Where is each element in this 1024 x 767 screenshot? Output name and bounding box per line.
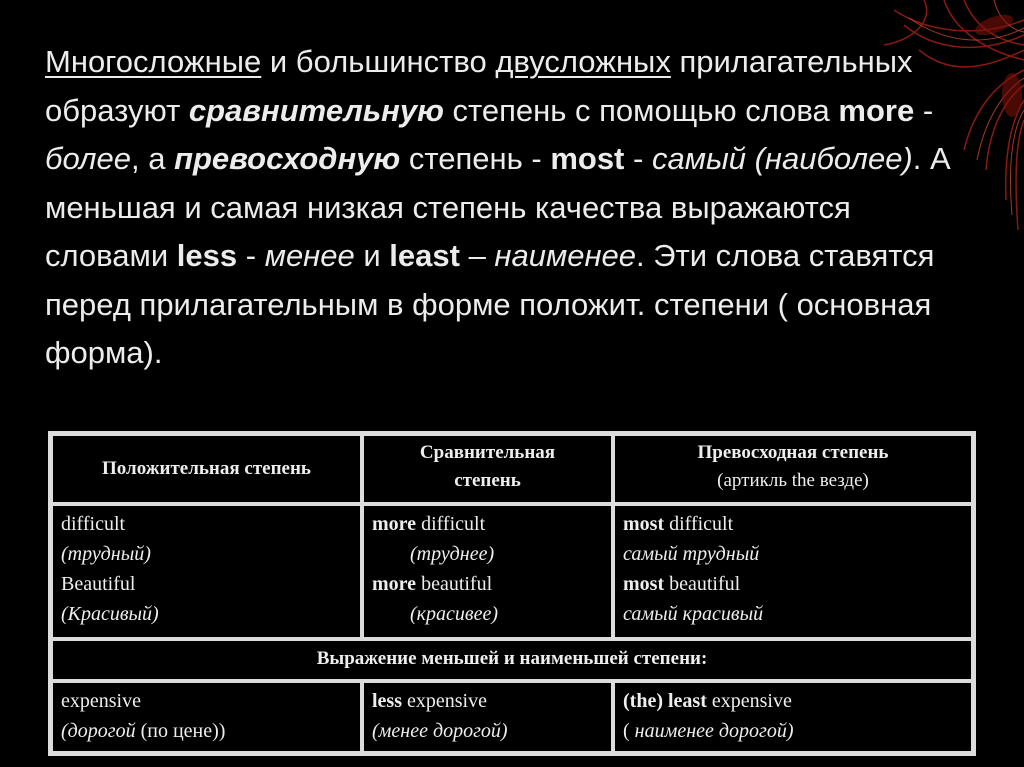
word-more: more <box>838 92 915 128</box>
header-comparative: Сравнительная степень <box>362 434 613 504</box>
table-header-row <box>51 434 973 504</box>
term-comparative: сравнительную <box>188 92 444 128</box>
section-title: Выражение меньшей и наименьшей степени: <box>51 639 973 681</box>
degrees-of-comparison-table <box>48 431 976 756</box>
cell-less-expensive: less expensive (менее дорогой) <box>362 681 613 753</box>
term-superlative: превосходную <box>174 141 401 176</box>
table-row <box>51 504 973 639</box>
header-superlative: Превосходная степень (артикль the везде) <box>613 434 973 504</box>
word-most: most <box>550 141 625 176</box>
table-row <box>51 681 973 753</box>
cell-superlative-examples: most difficult самый трудный most beautiful самый красивый <box>613 504 973 639</box>
header-positive: Положительная степень <box>51 434 362 504</box>
term-polysyllabic: Многосложные <box>45 44 262 79</box>
term-disyllabic: двусложных <box>495 44 671 79</box>
word-least: least <box>389 238 460 273</box>
cell-comparative-examples: more difficult (труднее) more beautiful (красивее) <box>362 504 613 639</box>
cell-positive-expensive: expensive (дорогой (по цене)) <box>51 681 362 753</box>
intro-paragraph: Многосложные и большинство двусложных прилагательных образуют сравнительную степень с помощью слова more - более, а превосходную степень - most - самый (наиболее). А меньшая и самая низкая степень качества выражаются словами less - менее и least – наименее. Эти слова ставятся перед прилагательным в форме положит. степени ( основная форма). <box>45 44 951 370</box>
word-less: less <box>176 238 238 273</box>
cell-positive-examples: difficult (трудный) Beautiful (Красивый) <box>51 504 362 639</box>
cell-least-expensive: (the) least expensive ( наименее дорогой) <box>613 681 973 753</box>
section-title-row <box>51 639 973 681</box>
